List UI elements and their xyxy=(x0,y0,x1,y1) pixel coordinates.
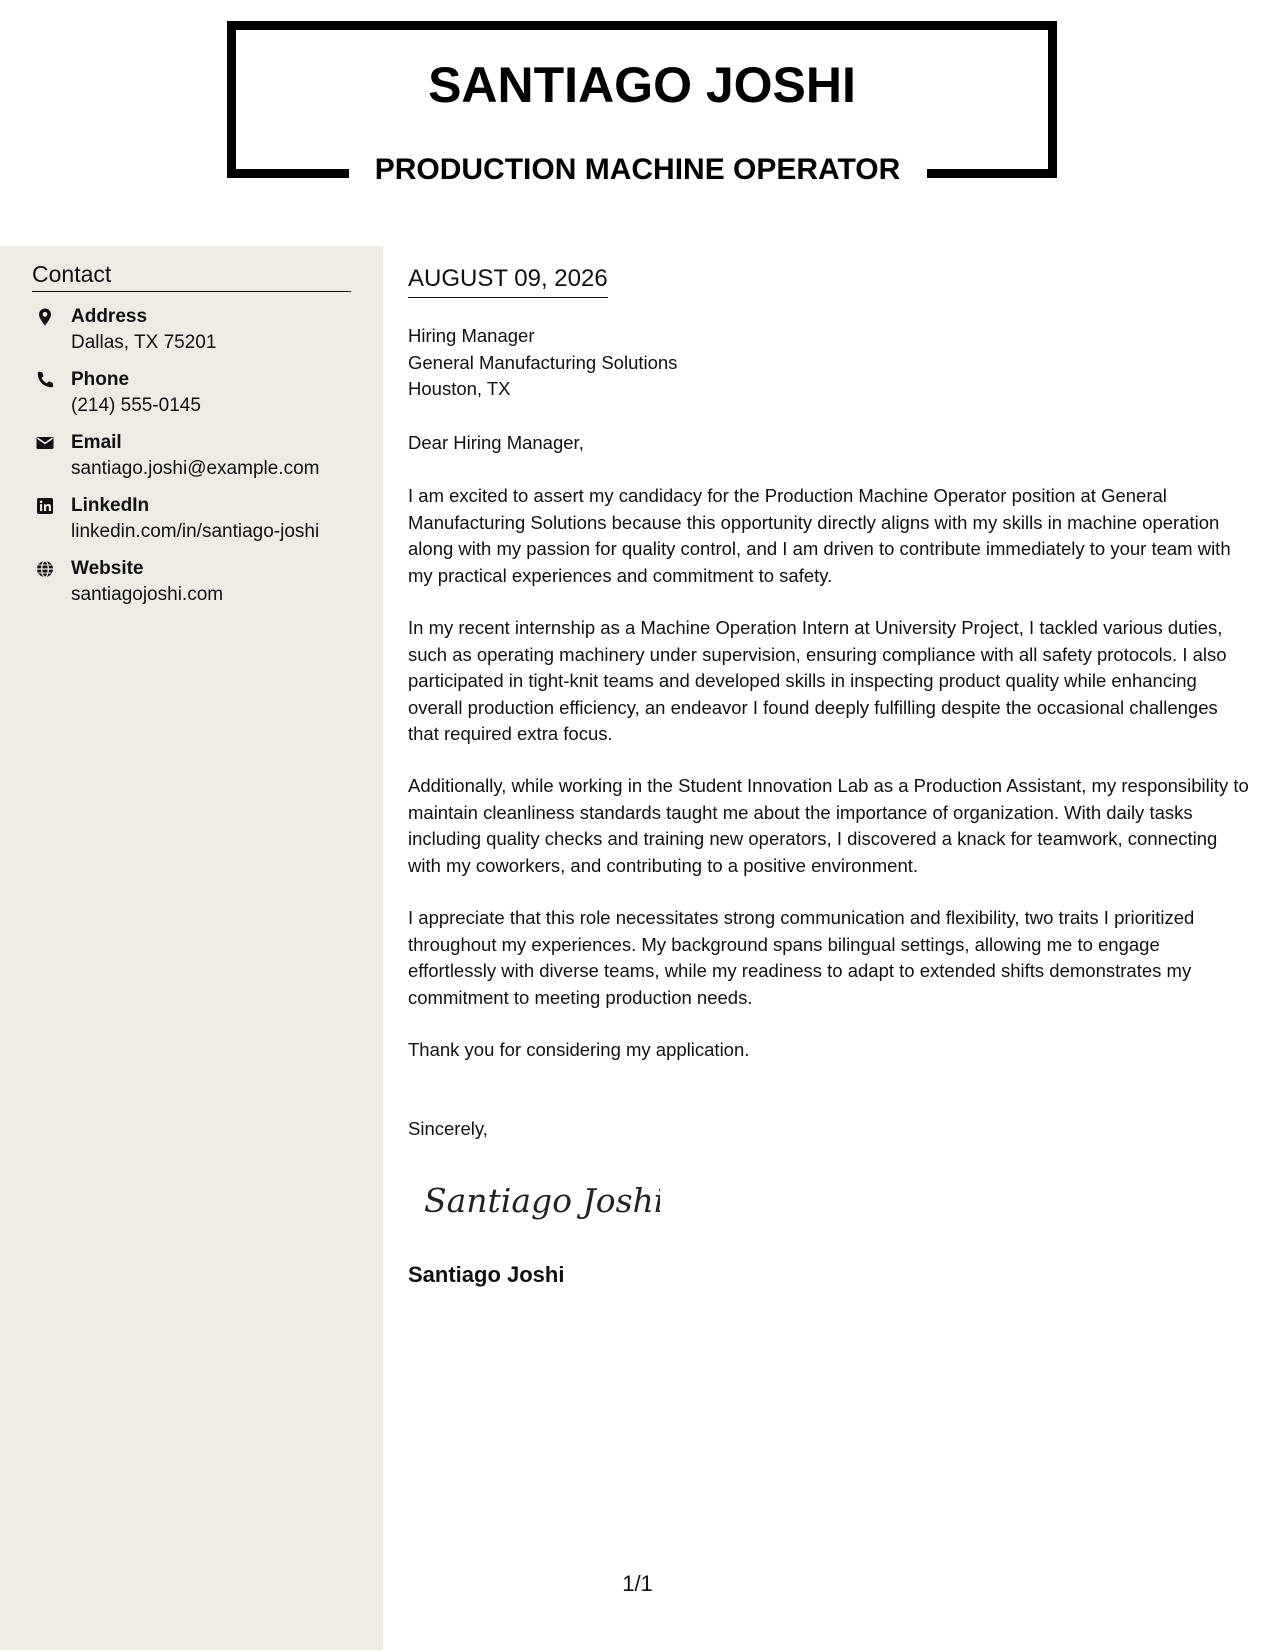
contact-label: Email xyxy=(71,432,122,453)
contact-label: Phone xyxy=(71,369,130,390)
map-pin-icon xyxy=(35,307,55,327)
envelope-icon xyxy=(35,433,55,453)
letter-date: AUGUST 09, 2026 xyxy=(408,266,608,298)
contact-value[interactable]: linkedin.com/in/santiago-joshi xyxy=(71,521,320,542)
globe-icon xyxy=(35,559,55,579)
thanks-line: Thank you for considering my application. xyxy=(408,1039,750,1060)
recipient-line: Houston, TX xyxy=(408,378,511,399)
recipient-line: Hiring Manager xyxy=(408,325,535,346)
signer-name: Santiago Joshi xyxy=(408,1262,565,1287)
contact-value: Dallas, TX 75201 xyxy=(71,332,217,353)
contact-value: (214) 555-0145 xyxy=(71,395,201,416)
body-paragraph: In my recent internship as a Machine Operation Intern at University Project, I tackled various duties, such as operating machinery under supervision, ensuring compliance with all safety protocols. I also participated in tight-knit teams and developed skills in inspecting product quality while enhancing overall production efficiency, an endeavor I found deeply fulfilling despite the occasional challenges that required extra focus. xyxy=(408,617,1227,744)
page-number: 1/1 xyxy=(622,1571,653,1596)
phone-icon xyxy=(35,370,55,390)
contact-label: Website xyxy=(71,558,144,579)
svg-text:Santiago Joshi: Santiago Joshi xyxy=(424,1181,660,1220)
linkedin-icon xyxy=(35,496,55,516)
handwritten-signature xyxy=(420,1172,660,1232)
closing-line: Sincerely, xyxy=(408,1118,488,1139)
contact-value[interactable]: santiago.joshi@example.com xyxy=(71,458,320,479)
recipient-block xyxy=(408,323,677,403)
job-title: PRODUCTION MACHINE OPERATOR xyxy=(374,153,901,186)
candidate-name: SANTIAGO JOSHI xyxy=(428,57,856,113)
body-paragraph: Additionally, while working in the Student Innovation Lab as a Production Assistant, my responsibility to maintain cleanliness standards taught me about the importance of organization. With daily tasks including quality checks and training new operators, I discovered a knack for teamwork, connecting with my coworkers, and contributing to a positive environment. xyxy=(408,775,1249,876)
contact-label: LinkedIn xyxy=(71,495,150,516)
contact-heading: Contact xyxy=(32,262,351,292)
contact-value[interactable]: santiagojoshi.com xyxy=(71,584,224,605)
contact-label: Address xyxy=(71,306,148,327)
body-paragraph: I appreciate that this role necessitates strong communication and flexibility, two traits I prioritized throughout my experiences. My background spans bilingual settings, allowing me to engage effortlessly with diverse teams, while my readiness to adapt to extended shifts demonstrates my commitment to meeting production needs. xyxy=(408,907,1195,1008)
body-paragraph: I am excited to assert my candidacy for the Production Machine Operator position at General Manufacturing Solutions because this opportunity directly aligns with my skills in machine operation along with my passion for quality control, and I am driven to contribute immediately to your team with my practical experiences and commitment to safety. xyxy=(408,485,1231,586)
recipient-line: General Manufacturing Solutions xyxy=(408,351,678,373)
salutation: Dear Hiring Manager, xyxy=(408,432,584,453)
